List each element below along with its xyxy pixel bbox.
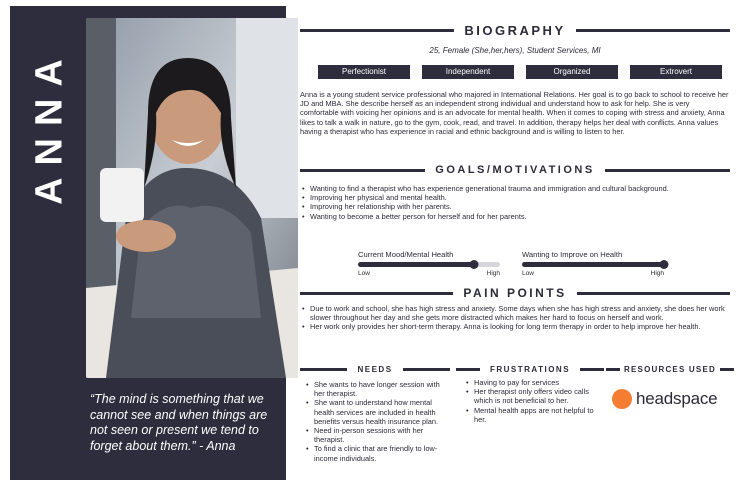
biography-heading: BIOGRAPHY <box>300 22 730 38</box>
divider <box>300 29 454 32</box>
divider <box>456 368 480 371</box>
divider <box>300 368 347 371</box>
divider <box>720 368 734 371</box>
persona-name: ANNA <box>28 47 71 205</box>
divider <box>577 292 730 295</box>
goals-heading: GOALS/MOTIVATIONS <box>300 162 730 178</box>
frustrations-list <box>466 378 598 424</box>
needs-list <box>306 380 452 463</box>
list-item: • Having to pay for services <box>466 378 598 387</box>
divider <box>300 292 453 295</box>
list-item: • Due to work and school, she has high stress and anxiety. Some days when she has high stress and anxiety, she does her work slower throughout her day and she gets more distracted which makes her hard to focus on herself and work. <box>302 304 730 322</box>
headspace-logo-icon <box>612 389 632 409</box>
frustrations-heading: FRUSTRATIONS <box>456 363 604 375</box>
slider-high-label: High <box>486 270 500 277</box>
slider-low-label: Low <box>358 270 370 277</box>
tag-extrovert: Extrovert <box>630 65 722 79</box>
list-item: • Improving her relationship with her parents. <box>302 202 730 211</box>
list-item: • She wants to have longer session with her therapist. <box>306 380 452 398</box>
slider-title: Current Mood/Mental Health <box>358 250 454 259</box>
divider <box>300 169 425 172</box>
list-item: • Mental health apps are not helpful to her. <box>466 406 598 424</box>
list-item: • Improving her physical and mental health. <box>302 193 730 202</box>
list-item: • She want to understand how mental health services are included in health benefits versus health insurance plan. <box>306 398 452 426</box>
list-item: • Her work only provides her short-term therapy. Anna is looking for long term therapy in order to help improve her health. <box>302 322 730 331</box>
slider-high-label: High <box>650 270 664 277</box>
biography-text: Anna is a young student service professional who majored in International Relations. Her goal is to go back to school to receive her JD and MBA. She describe herself as an independent strong individual and understand how to ask for help. She is very comfortable with voicing her opinions and is an advocate for mental health. When it comes to coping with stress and anxiety, Anna likes to talk a walk in nature, go to the gym, cook, read, and travel. In addition, therapy helps her deal with conflicts. Anna values having a therapist who has experience in racial and ethnic background and is willing to listen to her. <box>300 90 729 136</box>
list-item: • Her therapist only offers video calls which is not beneficial to her. <box>466 387 598 405</box>
divider <box>576 29 730 32</box>
list-item: • Wanting to become a better person for herself and for her parents. <box>302 212 730 221</box>
list-item: • To find a clinic that are friendly to low-income individuals. <box>306 444 452 462</box>
slider-track <box>522 262 664 267</box>
resources-heading: RESOURCES USED <box>606 363 734 375</box>
slider-fill <box>358 262 474 267</box>
persona-quote: “The mind is something that we cannot see and when things are not seen or present we tend to forget about them.” - Anna <box>90 392 268 453</box>
goals-list <box>302 184 730 221</box>
divider <box>403 368 450 371</box>
needs-heading: NEEDS <box>300 363 450 375</box>
divider <box>605 169 730 172</box>
slider-fill <box>522 262 664 267</box>
divider <box>580 368 604 371</box>
slider-track <box>358 262 500 267</box>
pain-points-heading: PAIN POINTS <box>300 285 730 301</box>
slider-current-mood <box>358 250 500 277</box>
list-item: • Need in-person sessions with her therapist. <box>306 426 452 444</box>
personality-tags <box>318 65 728 79</box>
slider-knob <box>660 260 669 269</box>
slider-knob <box>470 260 479 269</box>
tag-perfectionist: Perfectionist <box>318 65 410 79</box>
headspace-logo-text: headspace <box>636 389 718 408</box>
slider-low-label: Low <box>522 270 534 277</box>
slider-title: Wanting to Improve on Health <box>522 250 623 259</box>
divider <box>606 368 620 371</box>
tag-independent: Independent <box>422 65 514 79</box>
pain-points-list <box>302 304 730 332</box>
persona-subtitle: 25, Female (She,her,hers), Student Services, MI <box>429 46 601 55</box>
list-item: • Wanting to find a therapist who has experience generational trauma and immigration and cultural background. <box>302 184 730 193</box>
persona-photo <box>86 18 298 378</box>
headspace-logo <box>612 389 717 409</box>
slider-improve-health <box>522 250 664 277</box>
tag-organized: Organized <box>526 65 618 79</box>
